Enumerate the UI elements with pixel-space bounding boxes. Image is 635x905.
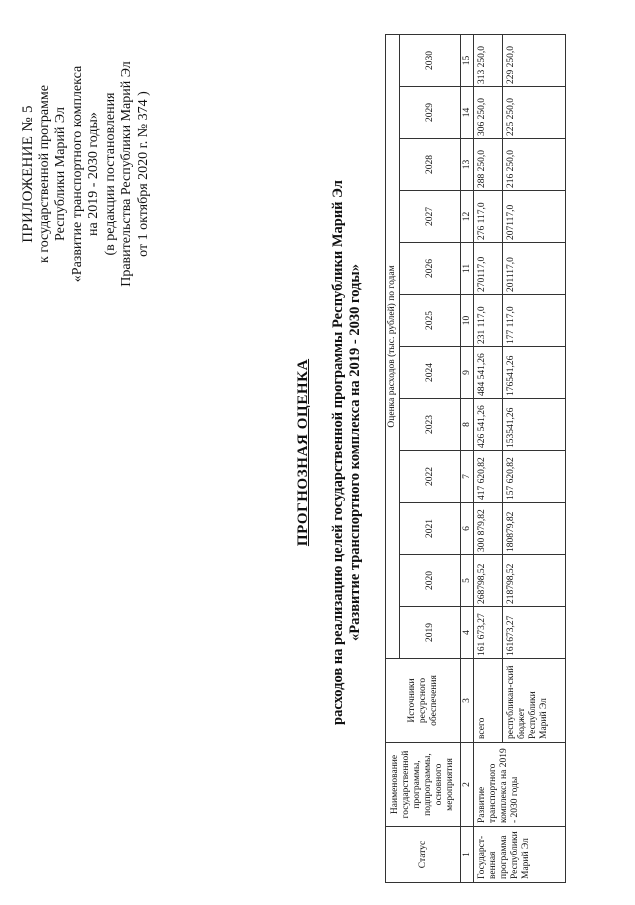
column-number: 1: [461, 827, 474, 883]
value-cell: 229 250,0: [503, 34, 566, 86]
value-cell: 268798,52: [474, 555, 503, 607]
header-year: 2026: [400, 243, 461, 295]
value-cell: 231 117,0: [474, 295, 503, 347]
header-year: 2022: [400, 451, 461, 503]
document-subtitle: [330, 0, 364, 905]
costs-table: [385, 34, 566, 883]
header-row: [386, 34, 400, 882]
value-cell: 313 250,0: [474, 34, 503, 86]
header-year: 2023: [400, 399, 461, 451]
value-cell: 218798,52: [503, 555, 566, 607]
value-cell: 484 541,26: [474, 347, 503, 399]
value-cell: 201117,0: [503, 243, 566, 295]
header-year: 2030: [400, 34, 461, 86]
header-status: Статус: [386, 827, 461, 883]
value-cell: 153541,26: [503, 399, 566, 451]
appendix-line: от 1 октября 2020 г. № 374 ): [135, 91, 151, 257]
source-cell: всего: [474, 659, 503, 743]
value-cell: 225 250,0: [503, 87, 566, 139]
value-cell: 177 117,0: [503, 295, 566, 347]
header-year: 2028: [400, 139, 461, 191]
header-year: 2019: [400, 607, 461, 659]
column-number: 2: [461, 743, 474, 827]
header-year: 2029: [400, 87, 461, 139]
appendix-line: Республики Марий Эл: [53, 107, 68, 241]
appendix-line: Правительства Республики Марий Эл: [119, 61, 134, 287]
source-cell: республикан-ский бюджет Республики Марий Эл: [503, 659, 566, 743]
table-row: [474, 34, 503, 882]
program-name-cell: Развитие транспортного комплекса на 2019 - 2030 годы: [474, 743, 566, 827]
appendix-line: на 2019 - 2030 годы»: [86, 112, 101, 236]
header-name: Наименование государственной программы, подпрограммы, основного мероприятия: [386, 743, 461, 827]
header-year: 2020: [400, 555, 461, 607]
column-number: 6: [461, 503, 474, 555]
status-cell: Государст-венная программа Республики Марий Эл: [474, 827, 566, 883]
column-number: 13: [461, 139, 474, 191]
appendix-title: ПРИЛОЖЕНИЕ № 5: [20, 105, 36, 243]
column-number: 12: [461, 191, 474, 243]
value-cell: 288 250,0: [474, 139, 503, 191]
value-cell: 161 673,27: [474, 607, 503, 659]
column-number: 8: [461, 399, 474, 451]
value-cell: 276 117,0: [474, 191, 503, 243]
header-sources: Источники ресурсного обеспечения: [386, 659, 461, 743]
column-number-row: [461, 34, 474, 882]
subtitle-line: расходов на реализацию целей государственной программы Республики Марий Эл: [330, 180, 346, 725]
header-estimate: Оценка расходов (тыс. рублей) по годам: [386, 34, 400, 658]
value-cell: 417 620,82: [474, 451, 503, 503]
column-number: 5: [461, 555, 474, 607]
value-cell: 180879,82: [503, 503, 566, 555]
header-year: 2025: [400, 295, 461, 347]
column-number: 10: [461, 295, 474, 347]
column-number: 3: [461, 659, 474, 743]
header-year: 2021: [400, 503, 461, 555]
value-cell: 300 879,82: [474, 503, 503, 555]
column-number: 14: [461, 87, 474, 139]
column-number: 7: [461, 451, 474, 503]
column-number: 4: [461, 607, 474, 659]
appendix-line: к государственной программе: [36, 85, 52, 263]
appendix-line: «Развитие транспортного комплекса: [69, 65, 85, 283]
value-cell: 157 620,82: [503, 451, 566, 503]
value-cell: 426 541,26: [474, 399, 503, 451]
column-number: 11: [461, 243, 474, 295]
header-year: 2027: [400, 191, 461, 243]
value-cell: 176541,26: [503, 347, 566, 399]
value-cell: 161673,27: [503, 607, 566, 659]
header-year: 2024: [400, 347, 461, 399]
value-cell: 207117,0: [503, 191, 566, 243]
column-number: 15: [461, 34, 474, 86]
appendix-block: [20, 24, 152, 324]
document-title: ПРОГНОЗНАЯ ОЦЕНКА: [295, 358, 311, 547]
appendix-line: (в редакции постановления: [102, 92, 118, 256]
column-number: 9: [461, 347, 474, 399]
value-cell: 216 250,0: [503, 139, 566, 191]
subtitle-line: «Развитие транспортного комплекса на 2019 - 2030 годы»: [347, 264, 363, 641]
value-cell: 270117,0: [474, 243, 503, 295]
value-cell: 306 250,0: [474, 87, 503, 139]
